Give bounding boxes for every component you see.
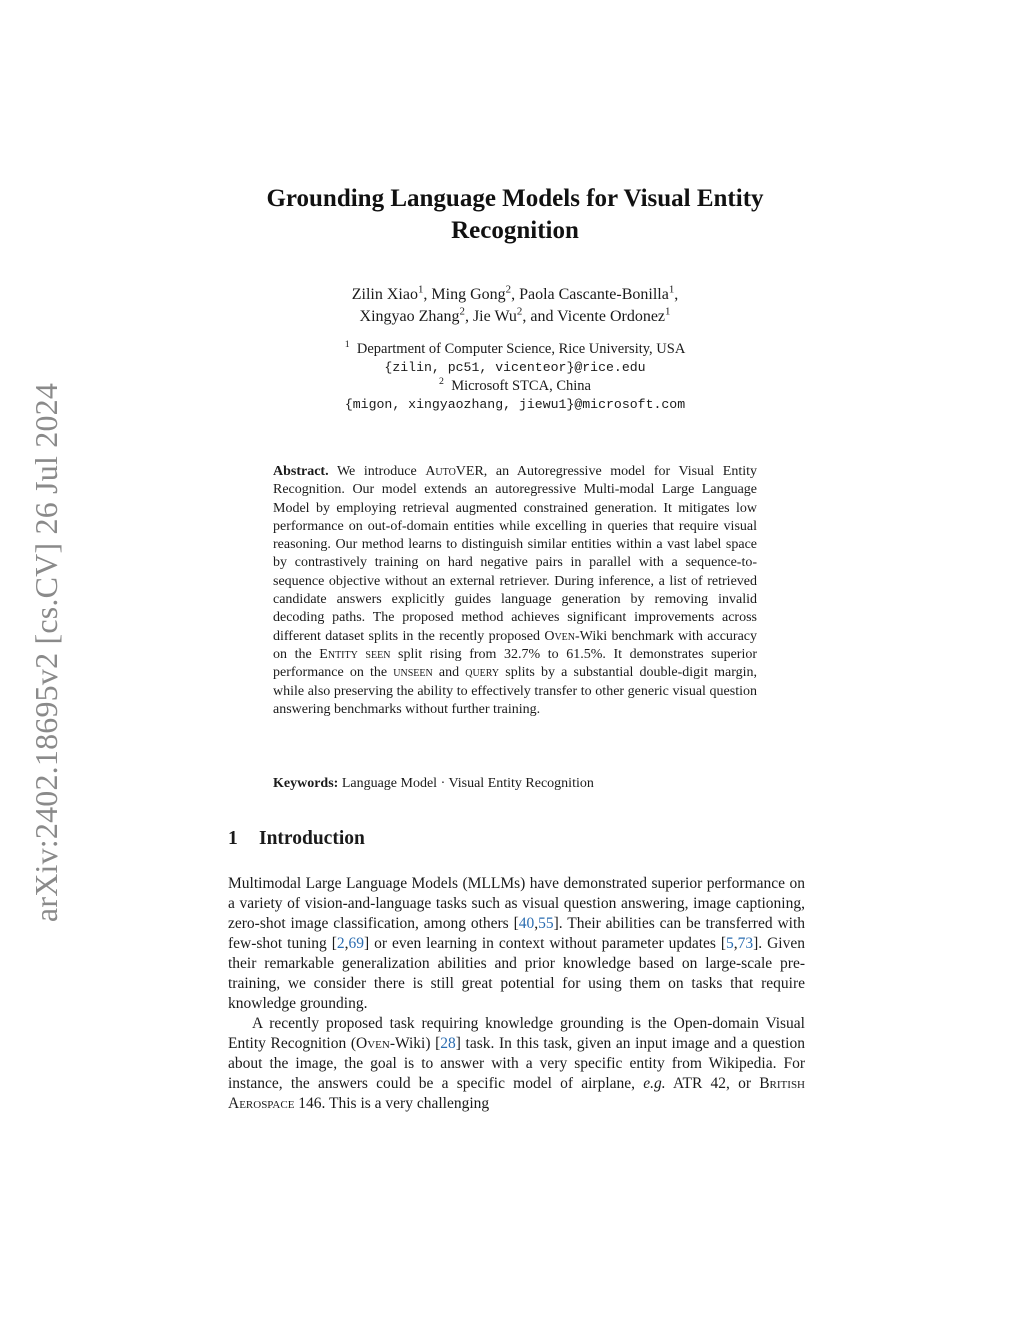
entity-name: British Aerospace bbox=[228, 1075, 806, 1112]
paragraph-text: ]. Given their remarkable generalization abilities and prior knowledge based on large-scale pre-training, we consider there is still great potential for using them on tasks that require knowledge grounding. bbox=[228, 935, 805, 1012]
abstract bbox=[273, 463, 757, 719]
paragraph-text: ] or even learning in context without parameter updates [ bbox=[364, 935, 727, 952]
author-name: Vicente Ordonez bbox=[557, 308, 666, 325]
abstract-label: Abstract. bbox=[273, 464, 329, 479]
citation-link[interactable]: 2 bbox=[336, 935, 345, 952]
abstract-text: We introduce bbox=[336, 464, 426, 479]
author-name: Paola Cascante-Bonilla bbox=[519, 286, 669, 303]
author-affiliation-mark: 1 bbox=[665, 305, 671, 318]
author-affiliation-mark: 1 bbox=[668, 283, 675, 296]
affiliation-email: {zilin, pc51, vicenteor}@rice.edu bbox=[384, 359, 646, 375]
affiliation-email: {migon, xingyaozhang, jiewu1}@microsoft.com bbox=[344, 396, 686, 412]
abstract-text: splits by a substantial double-digit margin, while also preserving the ability to effectively transfer to other generic visual question answering benchmarks without further training. bbox=[273, 665, 758, 717]
citation-link[interactable]: 28 bbox=[440, 1035, 456, 1052]
benchmark-name: Oven bbox=[356, 1035, 390, 1052]
paragraph-text: A recently proposed task requiring knowledge grounding is the Open-domain Visual Entity Recognition ( bbox=[228, 1015, 805, 1052]
paragraph-text: , bbox=[733, 935, 738, 952]
affiliations bbox=[230, 340, 800, 414]
paragraph-text: ] task. In this task, given an input image and a question about the image, the goal is to answer with a very specific entity from Wikipedia. For instance, the answers could be a specific model of airplane, bbox=[228, 1035, 805, 1092]
model-name: AutoVER bbox=[425, 464, 484, 479]
paragraph bbox=[228, 874, 805, 1014]
arxiv-sidebar bbox=[22, 362, 72, 942]
abstract-text: split rising from 32.7% to 61.5%. It demonstrates superior performance on the bbox=[273, 646, 758, 681]
affiliation-mark: 1 bbox=[344, 339, 350, 351]
paragraph bbox=[228, 1014, 805, 1114]
affiliation-name: Microsoft STCA, China bbox=[451, 378, 591, 394]
keywords bbox=[273, 775, 757, 793]
author-list: Zilin Xiao$^1$, Ming Gong$^2$, Paola Cascante-Bonilla$^1$, Xingyao Zhang$^2$, Jie Wu$^2$, and Vicente Ordonez$^1$ bbox=[351, 283, 679, 325]
section-number: 1 bbox=[228, 828, 238, 849]
paragraph-text: ]. Their abilities can be transferred with few-shot tuning [ bbox=[228, 915, 805, 952]
introduction-body bbox=[228, 874, 805, 1114]
paper-title: Grounding Language Models for Visual Entity Recognition bbox=[266, 185, 764, 244]
author-affiliation-mark: 2 bbox=[505, 283, 512, 296]
split-name: Entity seen bbox=[319, 646, 391, 662]
paragraph-text: -Wiki) [ bbox=[389, 1035, 441, 1052]
citation-link[interactable]: 55 bbox=[538, 915, 554, 932]
paragraph-text: ATR 42, or bbox=[665, 1075, 760, 1092]
abstract-text: and bbox=[432, 665, 466, 681]
author-affiliation-mark: 2 bbox=[459, 305, 465, 318]
affiliation-mark: 2 bbox=[439, 376, 444, 388]
paragraph-text: 146. This is a very challenging bbox=[294, 1095, 490, 1112]
citation-link[interactable]: 5 bbox=[726, 935, 734, 952]
author-affiliation-mark: 1 bbox=[417, 283, 424, 296]
abstract-text: -Wiki benchmark with accuracy on the bbox=[273, 628, 757, 662]
section-title: Introduction bbox=[259, 828, 365, 849]
author-name: Ming Gong bbox=[431, 286, 506, 303]
keywords-label: Keywords: bbox=[273, 776, 339, 791]
section-heading bbox=[228, 828, 365, 850]
arxiv-identifier: arXiv:2402.18695v2 [cs.CV] 26 Jul 2024 bbox=[28, 382, 65, 922]
affiliation-1 bbox=[230, 340, 800, 359]
citation-link[interactable]: 40 bbox=[518, 915, 535, 932]
paragraph-text: , bbox=[344, 935, 349, 952]
citation-link[interactable]: 73 bbox=[737, 935, 754, 952]
paragraph-text: , bbox=[534, 915, 539, 932]
affiliation-name: Department of Computer Science, Rice University, USA bbox=[356, 341, 686, 357]
benchmark-name: Oven bbox=[544, 628, 575, 644]
author-affiliation-mark: 2 bbox=[516, 305, 523, 318]
author-name: Zilin Xiao bbox=[351, 286, 418, 303]
author-name: Jie Wu bbox=[472, 308, 517, 325]
affiliation-2 bbox=[230, 377, 800, 396]
abstract-text: , an Autoregressive model for Visual Entity Recognition. Our model extends an autoregressive Multi-modal Large Language Model by employing retrieval augmented constrained generation. It mitigates low performance on out-of-domain entities while excelling in queries that require visual reasoning. Our method learns to distinguish similar entities within a vast label space by contrastively training on hard negative pairs in parallel with a sequence-to-sequence objective without an external retriever. During inference, a list of retrieved candidate answers explicitly guides language generation by removing invalid decoding paths. The proposed method achieves significant improvements across different dataset splits in the recently proposed bbox=[273, 464, 757, 644]
citation-link[interactable]: 69 bbox=[348, 935, 364, 952]
author-name: Xingyao Zhang bbox=[359, 308, 460, 325]
keywords-text: Language Model · Visual Entity Recognition bbox=[341, 776, 594, 791]
split-name: query bbox=[465, 665, 500, 681]
paragraph-text: Multimodal Large Language Models (MLLMs) have demonstrated superior performance on a variety of vision-and-language tasks such as visual question answering, image captioning, zero-shot image classification, among others [ bbox=[228, 875, 805, 932]
split-name: unseen bbox=[393, 665, 433, 681]
emphasis: e.g. bbox=[643, 1075, 666, 1092]
